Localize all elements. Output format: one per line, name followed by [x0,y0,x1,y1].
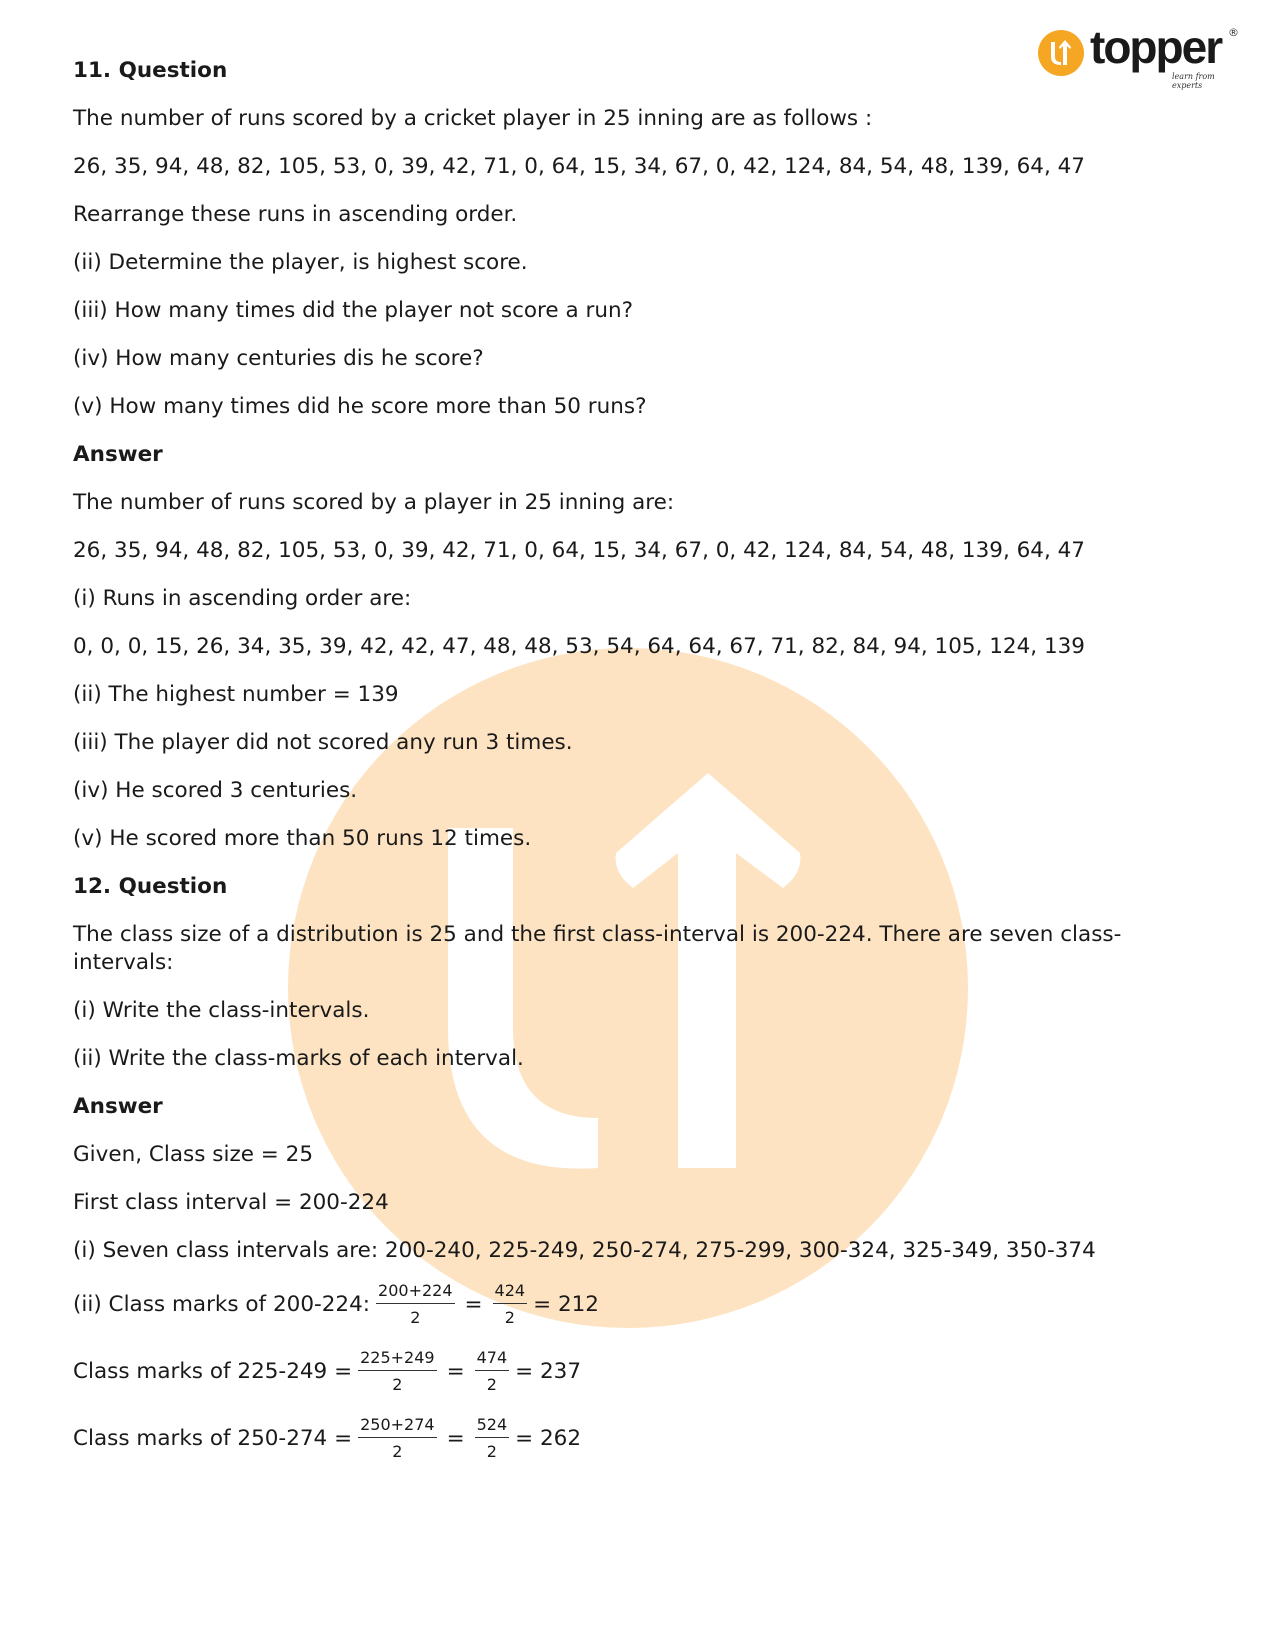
question-12-part-2: (ii) Write the class-marks of each interval. [73,1046,524,1071]
question-12-part-1: (i) Write the class-intervals. [73,998,370,1023]
fraction [358,1349,436,1394]
formula-result: = 212 [533,1291,599,1317]
question-11-part-4: (iv) How many centuries dis he score? [73,346,484,371]
brand-tagline: learn from experts [1172,72,1215,90]
fraction-numerator: 474 [475,1349,510,1371]
question-11-title: 11. Question [73,58,228,83]
question-11-data: 26, 35, 94, 48, 82, 105, 53, 0, 39, 42, 71, 0, 64, 15, 34, 67, 0, 42, 124, 84, 54, 48, 139, 64, 47 [73,154,1085,179]
question-11-intro: The number of runs scored by a cricket player in 25 inning are as follows : [73,106,873,131]
answer-11-part-2: (ii) The highest number = 139 [73,682,399,707]
fraction [358,1416,436,1461]
fraction-numerator: 225+249 [358,1349,436,1371]
answer-11-label: Answer [73,442,163,467]
fraction-denominator: 2 [486,1374,497,1394]
fraction-numerator: 424 [493,1282,528,1304]
answer-11-part-5: (v) He scored more than 50 runs 12 times. [73,826,532,851]
fraction-numerator: 200+224 [376,1282,454,1304]
fraction-denominator: 2 [486,1441,497,1461]
fraction [493,1282,528,1327]
equals-sign: = [464,1291,483,1317]
question-11-part-1: Rearrange these runs in ascending order. [73,202,518,227]
formula-label: Class marks of 225-249 = [73,1358,353,1384]
answer-11-part-1-label: (i) Runs in ascending order are: [73,586,412,611]
fraction [376,1282,454,1327]
formula-result: = 262 [515,1425,582,1451]
fraction [475,1349,510,1394]
question-11-part-2: (ii) Determine the player, is highest score. [73,250,528,275]
answer-11-intro: The number of runs scored by a player in 25 inning are: [73,490,675,515]
fraction-denominator: 2 [392,1374,403,1394]
answer-12-class-intervals: (i) Seven class intervals are: 200-240, 225-249, 250-274, 275-299, 300-324, 325-349, 350-374 [73,1238,1096,1263]
class-mark-formula [73,1274,599,1334]
question-11-part-3: (iii) How many times did the player not score a run? [73,298,633,323]
fraction-denominator: 2 [392,1441,403,1461]
fraction-denominator: 2 [410,1307,421,1327]
formula-label: Class marks of 250-274 = [73,1425,353,1451]
registered-mark: ® [1228,26,1239,39]
fraction-numerator: 250+274 [358,1416,436,1438]
class-mark-formula [73,1341,581,1401]
equals-sign: = [446,1425,465,1451]
answer-12-given: Given, Class size = 25 [73,1142,314,1167]
fraction-denominator: 2 [504,1307,515,1327]
fraction-numerator: 524 [475,1416,510,1438]
answer-12-label: Answer [73,1094,163,1119]
answer-11-sorted-data: 0, 0, 0, 15, 26, 34, 35, 39, 42, 42, 47, 48, 48, 53, 54, 64, 64, 67, 71, 82, 84, 94, 105, 124, 139 [73,634,1085,659]
answer-11-part-4: (iv) He scored 3 centuries. [73,778,358,803]
question-12-intro: The class size of a distribution is 25 and the first class-interval is 200-224. There are seven class-intervals: [73,922,1122,975]
formula-result: = 237 [515,1358,582,1384]
question-12-title: 12. Question [73,874,228,899]
equals-sign: = [446,1358,465,1384]
answer-12-first-interval: First class interval = 200-224 [73,1190,389,1215]
formula-label: (ii) Class marks of 200-224: [73,1291,371,1317]
answer-11-part-3: (iii) The player did not scored any run 3 times. [73,730,573,755]
class-mark-formula [73,1408,581,1468]
fraction [475,1416,510,1461]
brand-logo [1038,21,1239,90]
brand-name: topper [1090,21,1222,73]
brand-logo-icon [1038,30,1084,76]
answer-11-data: 26, 35, 94, 48, 82, 105, 53, 0, 39, 42, 71, 0, 64, 15, 34, 67, 0, 42, 124, 84, 54, 48, 139, 64, 47 [73,538,1085,563]
question-11-part-5: (v) How many times did he score more than 50 runs? [73,394,647,419]
